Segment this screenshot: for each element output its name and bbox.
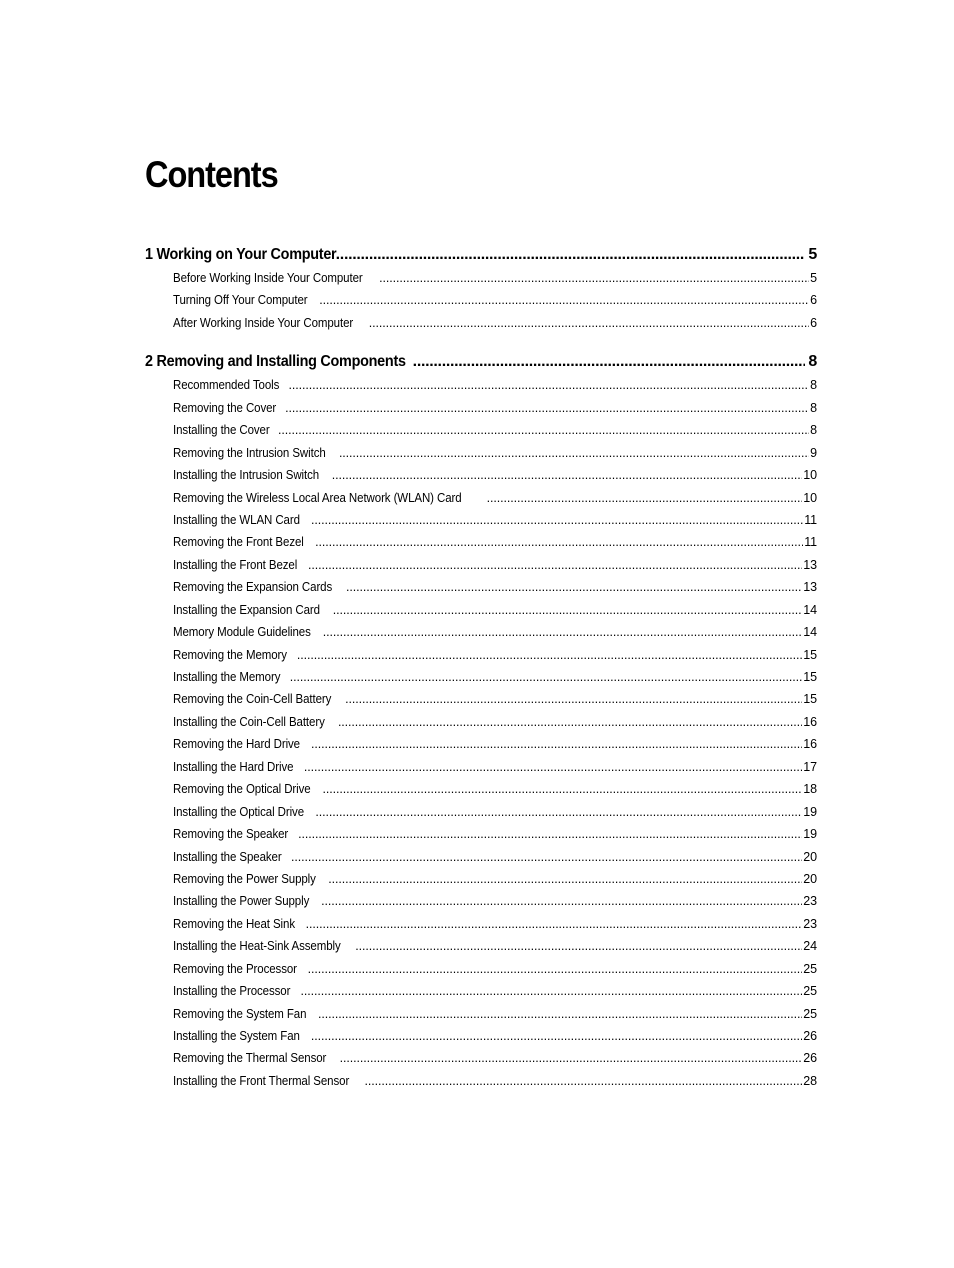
toc-page-number: 8 xyxy=(810,423,817,438)
toc-dot-leader xyxy=(308,554,802,576)
toc-section-title: Installing the Hard Drive xyxy=(173,759,294,774)
toc-page-number: 20 xyxy=(803,849,817,864)
toc-dot-leader xyxy=(319,289,809,311)
toc-dot-leader xyxy=(306,913,803,935)
toc-section-title: Turning Off Your Computer xyxy=(173,293,308,308)
toc-section-title: Removing the Heat Sink xyxy=(173,916,295,931)
toc-page-number: 13 xyxy=(803,580,817,595)
toc-dot-leader xyxy=(278,419,809,441)
toc-section-title: Installing the Cover xyxy=(173,423,270,438)
toc-dot-leader xyxy=(315,801,802,823)
toc-section-title: Installing the Memory xyxy=(173,670,281,684)
toc-page-number: 16 xyxy=(803,737,817,752)
toc-page-number: 6 xyxy=(810,293,817,308)
toc-section-title: Installing the System Fan xyxy=(173,1029,300,1043)
toc-section-title: Removing the Hard Drive xyxy=(173,737,301,752)
toc-dot-leader xyxy=(290,666,803,688)
toc-page-number: 11 xyxy=(804,535,817,550)
toc-dot-leader xyxy=(365,1070,803,1092)
toc-page-number: 23 xyxy=(803,894,817,909)
toc-section-entry[interactable] xyxy=(145,756,817,778)
toc-dot-leader xyxy=(311,733,802,755)
toc-section-entry[interactable] xyxy=(145,442,817,464)
toc-page-number: 8 xyxy=(808,353,817,371)
toc-page-number: 8 xyxy=(810,400,817,415)
toc-chapter xyxy=(145,243,817,334)
toc-dot-leader xyxy=(304,756,802,778)
toc-section-title: Installing the Intrusion Switch xyxy=(173,468,320,483)
toc-section-title: Installing the WLAN Card xyxy=(173,512,300,527)
toc-dot-leader xyxy=(301,980,803,1002)
toc-section-entry[interactable] xyxy=(145,1025,817,1047)
toc-section-entry[interactable] xyxy=(145,868,817,890)
toc-dot-leader xyxy=(291,846,802,868)
toc-page-number: 13 xyxy=(803,557,817,572)
toc-page-number: 10 xyxy=(803,490,817,505)
toc-chapter-title: 2 Removing and Installing Components xyxy=(145,353,406,371)
toc-dot-leader xyxy=(346,576,802,598)
toc-section-entry[interactable] xyxy=(145,733,817,755)
toc-page-number: 5 xyxy=(808,246,817,263)
toc-dot-leader xyxy=(308,958,803,980)
toc-dot-leader xyxy=(318,1003,802,1025)
toc-dot-leader xyxy=(333,599,803,621)
toc-dot-leader xyxy=(285,397,809,419)
toc-page-number: 16 xyxy=(803,714,817,729)
toc-dot-leader xyxy=(487,487,803,509)
toc-section-entry[interactable] xyxy=(145,464,817,486)
toc-dot-leader xyxy=(332,464,802,486)
table-of-contents xyxy=(145,243,817,1092)
toc-dot-leader xyxy=(321,890,802,912)
toc-page-number: 19 xyxy=(803,804,817,819)
toc-dot-leader xyxy=(340,1047,803,1069)
toc-section-entry[interactable] xyxy=(145,666,817,688)
toc-dot-leader xyxy=(311,509,803,531)
toc-page-number: 14 xyxy=(803,602,817,617)
toc-page-number: 25 xyxy=(803,961,817,976)
toc-section-entry[interactable] xyxy=(145,487,817,509)
toc-chapter-title: 1 Working on Your Computer xyxy=(145,246,337,263)
toc-section-title: Removing the Wireless Local Area Network (WLAN) Card xyxy=(173,490,462,505)
toc-chapter-entry[interactable] xyxy=(145,243,817,267)
toc-section-entry[interactable] xyxy=(145,397,817,419)
toc-section-entry[interactable] xyxy=(145,644,817,666)
toc-section-entry[interactable] xyxy=(145,801,817,823)
toc-section-title: Recommended Tools xyxy=(173,378,280,393)
toc-page-number: 18 xyxy=(803,782,817,797)
toc-chapter xyxy=(145,350,817,1092)
toc-dot-leader xyxy=(379,267,809,289)
toc-dot-leader xyxy=(298,823,802,845)
toc-page-number: 26 xyxy=(803,1029,817,1043)
toc-section-title: Before Working Inside Your Computer xyxy=(173,271,363,285)
toc-dot-leader xyxy=(338,711,802,733)
toc-section-title: Installing the Power Supply xyxy=(173,894,310,909)
toc-section-entry[interactable] xyxy=(145,1003,817,1025)
toc-section-title: Installing the Optical Drive xyxy=(173,804,305,819)
toc-section-title: Installing the Processor xyxy=(173,984,291,999)
toc-section-title: Removing the Memory xyxy=(173,647,287,662)
toc-dot-leader xyxy=(297,644,802,666)
toc-section-entry[interactable] xyxy=(145,958,817,980)
toc-section-entry[interactable] xyxy=(145,935,817,957)
toc-section-entry[interactable] xyxy=(145,374,817,396)
toc-section-entry[interactable] xyxy=(145,267,817,289)
toc-section-title: Removing the Thermal Sensor xyxy=(173,1051,327,1066)
toc-dot-leader xyxy=(323,778,803,800)
toc-section-entry[interactable] xyxy=(145,509,817,531)
toc-section-entry[interactable] xyxy=(145,846,817,868)
toc-page-number: 11 xyxy=(804,512,817,527)
toc-section-title: Removing the Power Supply xyxy=(173,871,316,886)
toc-page-number: 17 xyxy=(803,759,817,774)
toc-section-title: Installing the Front Bezel xyxy=(173,557,298,572)
toc-page-number: 15 xyxy=(803,692,817,707)
toc-section-entry[interactable] xyxy=(145,531,817,553)
toc-section-entry[interactable] xyxy=(145,419,817,441)
toc-section-entry[interactable] xyxy=(145,1070,817,1092)
toc-page-number: 15 xyxy=(803,670,817,684)
toc-dot-leader xyxy=(355,935,802,957)
toc-page-number: 20 xyxy=(803,871,817,886)
toc-section-entry[interactable] xyxy=(145,289,817,311)
toc-section-entry[interactable] xyxy=(145,554,817,576)
toc-section-entry[interactable] xyxy=(145,576,817,598)
toc-section-title: Installing the Coin-Cell Battery xyxy=(173,714,325,729)
toc-section-title: Installing the Heat-Sink Assembly xyxy=(173,939,341,954)
toc-page-number: 25 xyxy=(803,984,817,999)
toc-page-number: 23 xyxy=(803,916,817,931)
toc-section-entry[interactable] xyxy=(145,890,817,912)
toc-section-title: Removing the System Fan xyxy=(173,1006,307,1021)
toc-page-number: 9 xyxy=(810,445,817,460)
toc-section-entry[interactable] xyxy=(145,711,817,733)
toc-section-title: Removing the Optical Drive xyxy=(173,782,311,797)
toc-section-title: Removing the Front Bezel xyxy=(173,535,304,550)
toc-section-entry[interactable] xyxy=(145,688,817,710)
toc-dot-leader xyxy=(311,1025,802,1047)
toc-chapter-entry[interactable] xyxy=(145,350,817,374)
toc-page-number: 15 xyxy=(803,647,817,662)
toc-section-title: Removing the Expansion Cards xyxy=(173,580,333,595)
toc-page-number: 26 xyxy=(803,1051,817,1066)
toc-dot-leader xyxy=(339,442,809,464)
toc-section-entry[interactable] xyxy=(145,1047,817,1069)
toc-section-title: Installing the Front Thermal Sensor xyxy=(173,1073,350,1088)
page-title: Contents xyxy=(145,154,278,195)
toc-section-title: Removing the Speaker xyxy=(173,827,289,842)
toc-dot-leader xyxy=(328,868,802,890)
toc-section-entry[interactable] xyxy=(145,823,817,845)
toc-section-title: Installing the Speaker xyxy=(173,849,282,864)
toc-page-number: 14 xyxy=(803,625,817,640)
toc-dot-leader xyxy=(369,312,809,334)
toc-section-title: Installing the Expansion Card xyxy=(173,602,320,617)
toc-dot-leader xyxy=(289,374,810,396)
toc-section-title: Memory Module Guidelines xyxy=(173,625,311,640)
toc-section-entry[interactable] xyxy=(145,778,817,800)
toc-section-entry[interactable] xyxy=(145,913,817,935)
toc-page-number: 25 xyxy=(803,1006,817,1021)
toc-page-number: 5 xyxy=(810,271,817,285)
toc-dot-leader xyxy=(336,243,806,267)
toc-section-entry[interactable] xyxy=(145,312,817,334)
toc-page-number: 8 xyxy=(810,378,817,393)
toc-page-number: 10 xyxy=(803,468,817,483)
toc-dot-leader xyxy=(413,350,806,374)
toc-dot-leader xyxy=(323,621,803,643)
toc-section-title: Removing the Intrusion Switch xyxy=(173,445,326,460)
toc-page-number: 6 xyxy=(810,315,817,330)
toc-section-title: Removing the Cover xyxy=(173,400,277,415)
toc-section-title: After Working Inside Your Computer xyxy=(173,315,354,330)
toc-page-number: 28 xyxy=(803,1073,817,1088)
toc-dot-leader xyxy=(345,688,802,710)
toc-dot-leader xyxy=(315,531,803,553)
toc-section-entry[interactable] xyxy=(145,980,817,1002)
toc-section-entry[interactable] xyxy=(145,621,817,643)
toc-page-number: 24 xyxy=(803,939,817,954)
toc-section-title: Removing the Processor xyxy=(173,961,297,976)
toc-section-entry[interactable] xyxy=(145,599,817,621)
toc-section-title: Removing the Coin-Cell Battery xyxy=(173,692,332,707)
toc-page-number: 19 xyxy=(803,827,817,842)
